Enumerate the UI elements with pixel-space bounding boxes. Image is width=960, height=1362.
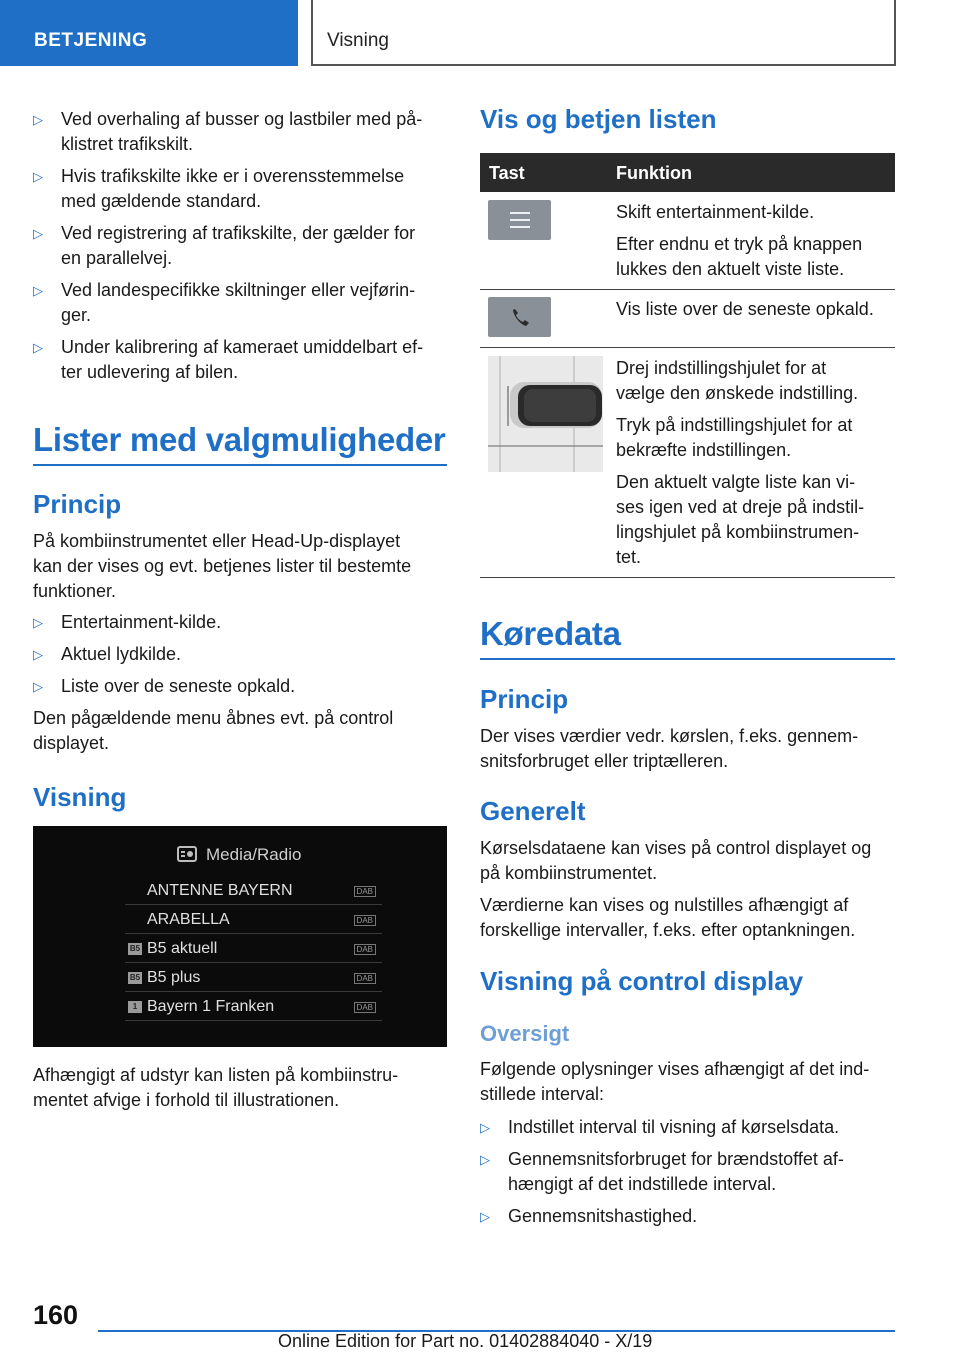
table-header [480, 153, 895, 192]
station-label: ANTENNE BAYERN [147, 882, 293, 899]
subsection-heading: Vis og betjen listen [480, 104, 717, 134]
list-item: ▷ Ved registrering af trafikskilte, der gælder for en parallelvej. [33, 223, 416, 268]
caption: Afhængigt af udstyr kan listen på kombiinstru- mentet afvige i forhold til illustrationen. [33, 1065, 399, 1110]
section-heading: Køredata [480, 615, 621, 652]
bullet-triangle-icon: ▷ [33, 226, 43, 241]
chapter-tab [311, 0, 896, 66]
subsection-heading: Visning [33, 782, 127, 812]
column-header-key: Tast [489, 163, 525, 183]
station-label: ARABELLA [147, 911, 230, 928]
list-item: ▷ Indstillet interval til visning af kørselsdata. [480, 1115, 895, 1140]
bullet-triangle-icon: ▷ [480, 1209, 490, 1224]
controller-knob-icon [488, 356, 603, 472]
list-item: ▷ Under kalibrering af kameraet umiddelbart ef- ter udlevering af bilen. [33, 337, 424, 382]
list-item [125, 879, 382, 905]
list-item: ▷ Entertainment-kilde. [33, 610, 447, 635]
list-item [125, 937, 382, 963]
section-heading: Lister med valgmuligheder [33, 421, 446, 458]
list-item [125, 908, 382, 934]
station-logo-icon: B5 [129, 973, 141, 982]
list-item: ▷ Aktuel lydkilde. [33, 642, 447, 667]
list-menu-button-icon [488, 200, 551, 240]
list-item [125, 995, 382, 1021]
footer-edition: Online Edition for Part no. 01402884040 - X/19 [278, 1331, 653, 1351]
dab-badge: DAB [354, 944, 376, 955]
table-cell: Vis liste over de seneste opkald. [616, 299, 874, 319]
minor-heading: Oversigt [480, 1021, 570, 1046]
bullet-triangle-icon: ▷ [33, 679, 43, 694]
column-header-function: Funktion [616, 163, 692, 183]
list-item: ▷ Gennemsnitshastighed. [480, 1204, 895, 1229]
heading-rule [480, 658, 895, 660]
media-radio-title: Media/Radio [206, 845, 302, 864]
dab-badge: DAB [354, 915, 376, 926]
station-label: B5 plus [147, 969, 201, 986]
bullet-triangle-icon: ▷ [33, 647, 43, 662]
station-label: B5 aktuell [147, 940, 218, 957]
phone-button-icon [488, 297, 551, 337]
subsection-heading: Princip [480, 684, 569, 714]
list-item: ▷ Ved landespecifikke skiltninger eller vejførin- ger. [33, 280, 416, 325]
list-item: ▷ Ved overhaling af busser og lastbiler med på- klistret trafikskilt. [33, 109, 423, 154]
list-item: ▷ Hvis trafikskilte ikke er i overensstemmelse med gældende standard. [33, 166, 405, 211]
bullet-triangle-icon: ▷ [33, 615, 43, 630]
paragraph: Værdierne kan vises og nulstilles afhængigt af forskellige intervaller, f.eks. efter optankningen. [480, 895, 856, 940]
table-row-divider [480, 289, 895, 290]
dab-badge: DAB [354, 973, 376, 984]
subsection-heading: Visning på control display [480, 966, 804, 996]
dab-badge: DAB [354, 886, 376, 897]
list-item: ▷ Liste over de seneste opkald. [33, 674, 447, 699]
table-row-divider [480, 347, 895, 348]
media-radio-icon [175, 841, 203, 865]
station-label: Bayern 1 Franken [147, 998, 275, 1015]
paragraph: På kombiinstrumentet eller Head-Up-displayet kan der vises og evt. betjenes lister til bestemte funktioner. [33, 531, 412, 601]
bullet-triangle-icon: ▷ [480, 1120, 490, 1135]
bullet-triangle-icon: ▷ [33, 340, 43, 355]
section-title: BETJENING [34, 30, 148, 51]
dab-badge: DAB [354, 1002, 376, 1013]
page-number: 160 [33, 1300, 79, 1330]
bullet-triangle-icon: ▷ [33, 169, 43, 184]
bullet-triangle-icon: ▷ [480, 1152, 490, 1167]
paragraph: Kørselsdataene kan vises på control displayet og på kombiinstrumentet. [480, 838, 872, 883]
paragraph: Følgende oplysninger vises afhængigt af det ind- stillede interval: [480, 1059, 870, 1104]
paragraph: Den pågældende menu åbnes evt. på control displayet. [33, 708, 394, 753]
chapter-title: Visning [327, 30, 389, 51]
list-item: ▷ Gennemsnitsforbruget for brændstoffet af- hængigt af det indstillede interval. [480, 1149, 844, 1194]
table-row-divider [480, 577, 895, 578]
media-radio-illustration [33, 826, 447, 1047]
subsection-heading: Generelt [480, 796, 586, 826]
section-tab [0, 0, 298, 66]
list-item [125, 966, 382, 992]
table-cell: Skift entertainment-kilde. Efter endnu et tryk på knappen lukkes den aktuelt viste liste. [616, 202, 863, 279]
bullet-triangle-icon: ▷ [33, 283, 43, 298]
station-logo-icon: B5 [129, 944, 141, 953]
station-logo-icon: 1 [128, 1001, 142, 1013]
heading-rule [33, 464, 447, 466]
bullet-triangle-icon: ▷ [33, 112, 43, 127]
paragraph: Der vises værdier vedr. kørslen, f.eks. gennem- snitsforbruget eller triptælleren. [480, 726, 859, 771]
table-cell: Drej indstillingshjulet for at vælge den ønskede indstilling. Tryk på indstillingshjulet for at bekræfte indstillingen. Den aktuelt valgte liste kan vi- ses igen ved at dreje på indstil- lingshjulet på kombiinstrumen- tet. [616, 358, 865, 567]
subsection-heading: Princip [33, 489, 122, 519]
